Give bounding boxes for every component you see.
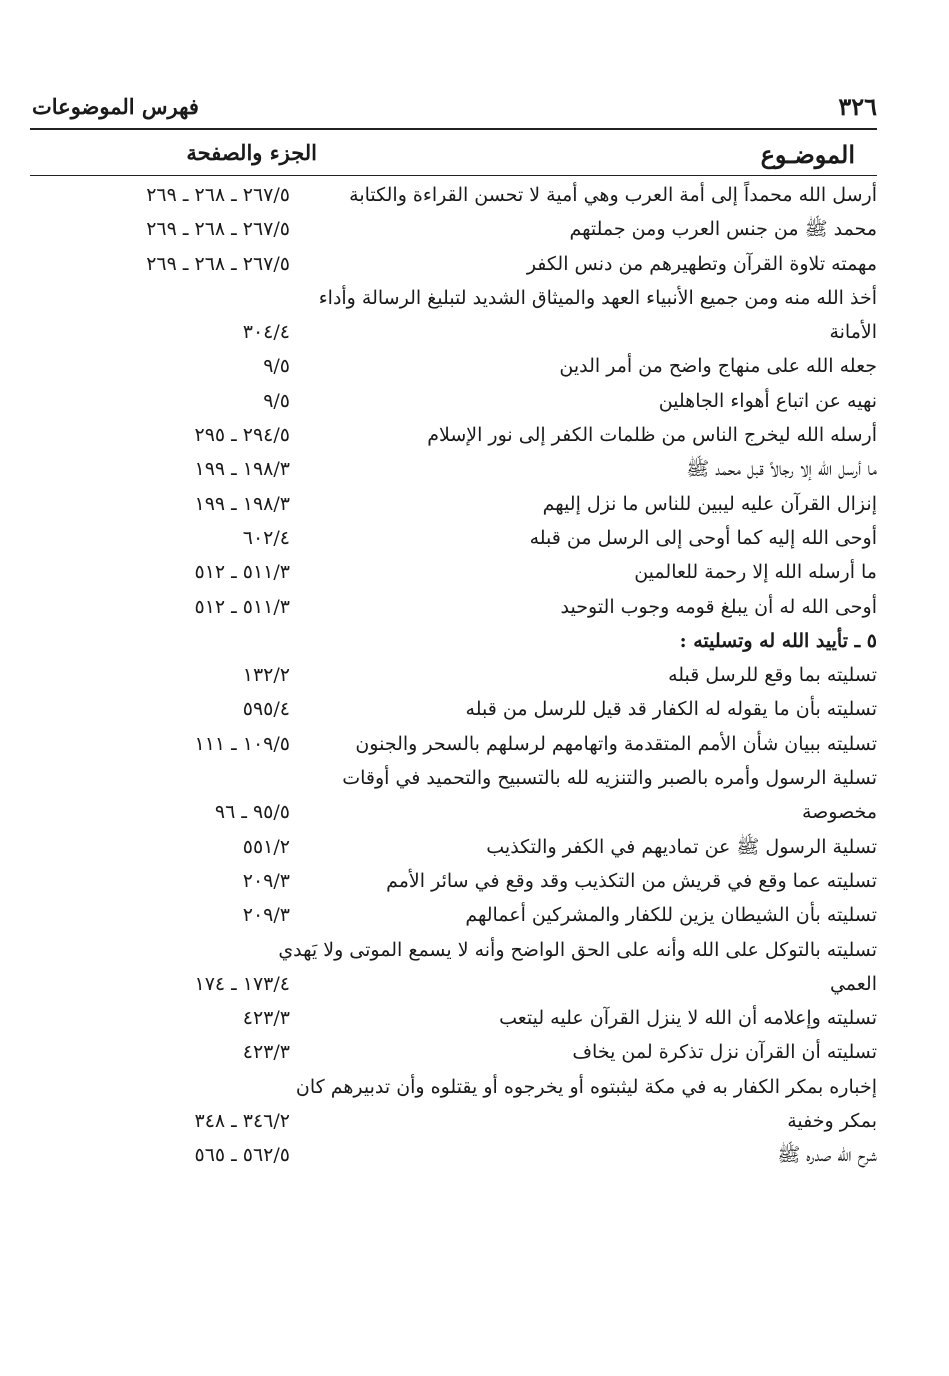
index-entry-row xyxy=(30,795,877,829)
entry-volume-page: ١٩٨/٣ ـ ١٩٩ xyxy=(194,492,290,515)
entry-topic: مهمته تلاوة القرآن وتطهيرهم من دنس الكفر xyxy=(526,252,877,275)
index-entry-row xyxy=(30,487,877,521)
entry-volume-page: ٥٦٢/٥ ـ ٥٦٥ xyxy=(194,1144,290,1167)
entry-topic: أرسل الله محمداً إلى أمة العرب وهي أمية لا تحسن القراءة والكتابة xyxy=(349,184,877,206)
entry-volume-page: ٥١١/٣ ـ ٥١٢ xyxy=(194,561,290,584)
entry-volume-page: ١٧٣/٤ ـ ١٧٤ xyxy=(194,972,290,995)
section-heading: ٥ ـ تأييد الله له وتسليته : xyxy=(679,629,877,652)
index-entry-row xyxy=(30,967,877,1001)
index-entry-row xyxy=(30,212,877,246)
entry-topic: بمكر وخفية xyxy=(787,1110,877,1133)
entry-topic: تسليته وإعلامه أن الله لا ينزل القرآن عليه ليتعب xyxy=(499,1007,877,1030)
index-entry-row xyxy=(30,1104,877,1138)
entry-topic: إخباره بمكر الكفار به في مكة ليثبتوه أو يخرجوه أو يقتلوه وأن تدبيرهم كان xyxy=(295,1075,877,1098)
column-header-rule xyxy=(30,175,877,176)
entry-topic: جعله الله على منهاج واضح من أمر الدين xyxy=(559,355,877,378)
entry-volume-page: ٦٠٢/٤ xyxy=(242,526,290,549)
entry-volume-page: ٩/٥ xyxy=(263,389,290,412)
index-entry-row xyxy=(30,692,877,726)
entry-volume-page: ٣٤٦/٢ ـ ٣٤٨ xyxy=(194,1110,290,1133)
entry-topic: الأمانة xyxy=(829,321,877,344)
index-entry-row xyxy=(30,658,877,692)
entry-topic: شرح الله صدره ﷺ xyxy=(777,1144,877,1167)
topic-column-header: الموضـوع xyxy=(760,140,855,169)
entry-volume-page: ٢٦٧/٥ ـ ٢٦٨ ـ ٢٦٩ xyxy=(146,252,290,275)
index-entry-row xyxy=(30,590,877,624)
index-entry-row xyxy=(30,521,877,555)
index-entry-row xyxy=(30,933,877,967)
page-number: ٣٢٦ xyxy=(838,92,877,121)
entry-volume-page: ٢٠٩/٣ xyxy=(242,869,290,892)
entry-topic: تسلية الرسول وأمره بالصبر والتنزيه لله بالتسبيح والتحميد في أوقات xyxy=(342,767,877,790)
index-entry-row xyxy=(30,761,877,795)
entry-topic: مخصوصة xyxy=(801,801,877,824)
entry-volume-page: ٣٠٤/٤ xyxy=(242,321,290,344)
index-entry-row xyxy=(30,247,877,281)
entry-topic: محمد ﷺ من جنس العرب ومن جملتهم xyxy=(569,218,877,241)
index-entry-row xyxy=(30,1001,877,1035)
entry-volume-page: ٢٦٧/٥ ـ ٢٦٨ ـ ٢٦٩ xyxy=(146,218,290,241)
entry-volume-page: ٥١١/٣ ـ ٥١٢ xyxy=(194,595,290,618)
entry-topic: إنزال القرآن عليه ليبين للناس ما نزل إليهم xyxy=(542,492,877,515)
entry-volume-page: ٥٩٥/٤ xyxy=(242,698,290,721)
entry-volume-page: ١٣٢/٢ xyxy=(242,664,290,687)
index-entries xyxy=(30,178,877,1173)
entry-volume-page: ١٩٨/٣ ـ ١٩٩ xyxy=(194,458,290,481)
entry-topic: تسليته بأن الشيطان يزين للكفار والمشركين أعمالهم xyxy=(465,904,877,927)
section-heading-row xyxy=(30,624,877,658)
index-entry-row xyxy=(30,349,877,383)
entry-topic: تسليته بأن ما يقوله له الكفار قد قيل للرسل من قبله xyxy=(465,698,877,721)
index-entry-row xyxy=(30,1138,877,1172)
entry-topic: أخذ الله منه ومن جميع الأنبياء العهد والميثاق الشديد لتبليغ الرسالة وأداء xyxy=(318,286,877,309)
entry-volume-page: ٢٠٩/٣ xyxy=(242,904,290,927)
entry-topic: تسلية الرسول ﷺ عن تماديهم في الكفر والتكذيب xyxy=(486,835,877,858)
entry-volume-page: ٢٦٧/٥ ـ ٢٦٨ ـ ٢٦٩ xyxy=(146,184,290,206)
entry-topic: ما أرسل الله إلا رجالاً قبل محمد ﷺ xyxy=(686,458,877,481)
entry-volume-page: ١٠٩/٥ ـ ١١١ xyxy=(194,732,290,755)
index-entry-row xyxy=(30,555,877,589)
entry-topic: ما أرسله الله إلا رحمة للعالمين xyxy=(634,561,877,584)
index-entry-row xyxy=(30,864,877,898)
entry-topic: نهيه عن اتباع أهواء الجاهلين xyxy=(658,389,877,412)
entry-topic: تسليته بما وقع للرسل قبله xyxy=(668,664,877,687)
index-entry-row xyxy=(30,281,877,315)
entry-volume-page: ٩٥/٥ ـ ٩٦ xyxy=(214,801,290,824)
entry-volume-page: ٥٥١/٢ xyxy=(242,835,290,858)
column-headers xyxy=(30,140,877,180)
index-entry-row xyxy=(30,384,877,418)
running-head xyxy=(30,92,877,128)
entry-topic: أوحى الله له أن يبلغ قومه وجوب التوحيد xyxy=(560,595,877,618)
index-entry-row xyxy=(30,315,877,349)
entry-topic: أوحى الله إليه كما أوحى إلى الرسل من قبله xyxy=(529,526,877,549)
index-entry-row xyxy=(30,452,877,486)
entry-topic: تسليته بالتوكل على الله وأنه على الحق الواضح وأنه لا يسمع الموتى ولا يَهدي xyxy=(278,938,877,961)
running-title: فهرس الموضوعات xyxy=(32,94,199,119)
entry-topic: أرسله الله ليخرج الناس من ظلمات الكفر إلى نور الإسلام xyxy=(427,424,877,447)
header-rule xyxy=(30,128,877,130)
entry-topic: تسليته عما وقع في قريش من التكذيب وقد وقع في سائر الأمم xyxy=(386,869,877,892)
index-entry-row xyxy=(30,727,877,761)
index-entry-row xyxy=(30,418,877,452)
entry-topic: تسليته أن القرآن نزل تذكرة لمن يخاف xyxy=(572,1041,877,1064)
entry-volume-page: ٢٩٤/٥ ـ ٢٩٥ xyxy=(194,424,290,447)
index-entry-row xyxy=(30,1070,877,1104)
entry-volume-page: ٩/٥ xyxy=(263,355,290,378)
entry-volume-page: ٤٢٣/٣ xyxy=(242,1007,290,1030)
entry-volume-page: ٤٢٣/٣ xyxy=(242,1041,290,1064)
index-entry-row xyxy=(30,1035,877,1069)
index-entry-row xyxy=(30,898,877,932)
entry-topic: تسليته ببيان شأن الأمم المتقدمة واتهامهم لرسلهم بالسحر والجنون xyxy=(355,732,877,755)
index-entry-row xyxy=(30,178,877,212)
reference-column-header: الجزء والصفحة xyxy=(186,140,317,165)
index-entry-row xyxy=(30,830,877,864)
entry-topic: العمي xyxy=(829,972,877,995)
